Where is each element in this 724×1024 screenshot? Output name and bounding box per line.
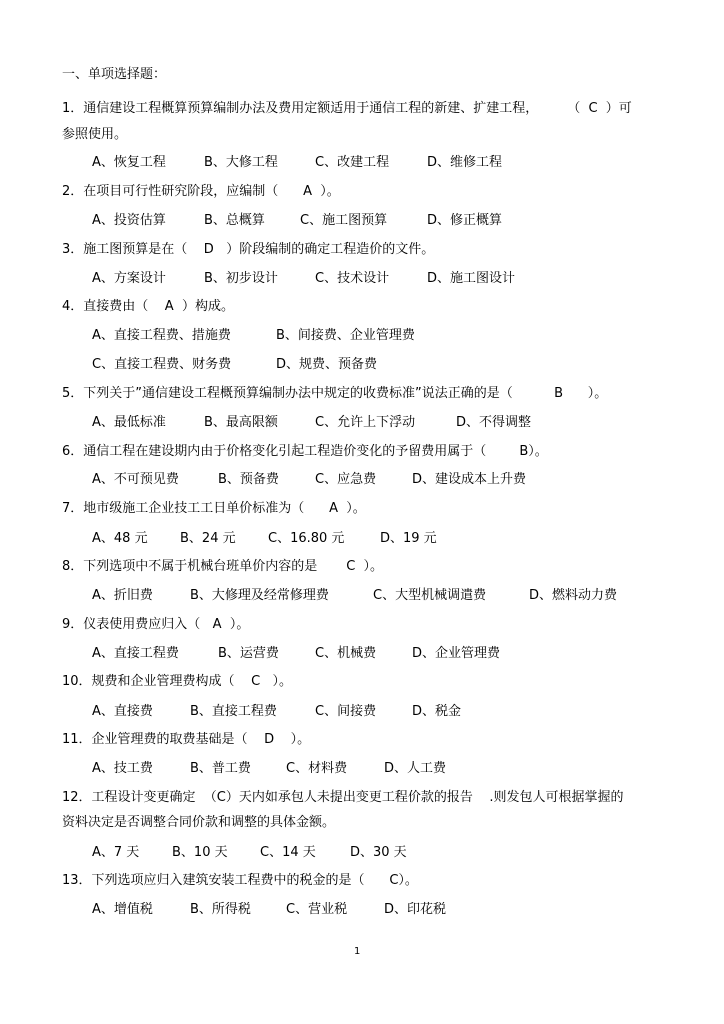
q10-option-b: B、直接工程费 — [190, 704, 277, 719]
question-10-text: 10．规费和企业管理费构成（ C ）。 — [62, 674, 293, 689]
question-5-text: 5．下列关于”通信建设工程概预算编制办法中规定的收费标准”说法正确的是（ B ）。 — [62, 386, 608, 401]
q2-option-b: B、总概算 — [204, 213, 265, 228]
q9-option-d: D、企业管理费 — [412, 646, 501, 661]
q13-option-c: C、营业税 — [286, 902, 348, 917]
q1-option-c: C、改建工程 — [315, 155, 390, 170]
q6-option-b: B、预备费 — [218, 472, 279, 487]
q1-option-d: D、维修工程 — [427, 155, 503, 170]
q1-option-a: A、恢复工程 — [92, 155, 166, 170]
q12-option-a: A、7 天 — [92, 845, 140, 860]
q8-option-d: D、燃料动力费 — [529, 588, 618, 603]
q5-option-d: D、不得调整 — [456, 415, 532, 430]
q4-option-c: C、直接工程费、财务费 — [92, 357, 232, 372]
question-3-text: 3．施工图预算是在（ D ）阶段编制的确定工程造价的文件。 — [62, 242, 435, 257]
q11-option-d: D、人工费 — [384, 761, 447, 776]
q11-option-b: B、普工费 — [190, 761, 251, 776]
q12-option-d: D、30 天 — [350, 845, 407, 860]
q6-option-d: D、建设成本上升费 — [412, 472, 527, 487]
q3-option-c: C、技术设计 — [315, 271, 390, 286]
q1-option-b: B、大修工程 — [204, 155, 278, 170]
section-title: 一、单项选择题： — [62, 67, 167, 82]
q6-option-c: C、应急费 — [315, 472, 377, 487]
q3-option-d: D、施工图设计 — [427, 271, 516, 286]
q8-option-a: A、折旧费 — [92, 588, 153, 603]
q5-option-c: C、允许上下浮动 — [315, 415, 416, 430]
q7-option-b: B、24 元 — [180, 531, 236, 546]
q7-option-c: C、16.80 元 — [268, 531, 345, 546]
q4-option-d: D、规费、预备费 — [276, 357, 378, 372]
q2-option-c: C、施工图预算 — [300, 213, 388, 228]
question-8-text: 8．下列选项中不属于机械台班单价内容的是 C ）。 — [62, 559, 384, 574]
q7-option-d: D、19 元 — [380, 531, 437, 546]
question-1-text-cont: 参照使用。 — [62, 127, 128, 142]
q13-option-d: D、印花税 — [384, 902, 447, 917]
q3-option-a: A、方案设计 — [92, 271, 166, 286]
q10-option-a: A、直接费 — [92, 704, 153, 719]
question-7-text: 7．地市级施工企业技工工日单价标准为（ A ）。 — [62, 501, 366, 516]
q9-option-a: A、直接工程费 — [92, 646, 179, 661]
q10-option-d: D、税金 — [412, 704, 462, 719]
q9-option-b: B、运营费 — [218, 646, 279, 661]
q4-option-b: B、间接费、企业管理费 — [276, 328, 415, 343]
question-1-text: 1．通信建设工程概算预算编制办法及费用定额适用于通信工程的新建、扩建工程， （ C ）可 — [62, 101, 632, 116]
question-13-text: 13．下列选项应归入建筑安装工程费中的税金的是（ C）。 — [62, 873, 418, 888]
question-2-text: 2．在项目可行性研究阶段，应编制（ A ）。 — [62, 184, 340, 199]
question-12-text: 12．工程设计变更确定 （C）天内如承包人未提出变更工程价款的报告 .则发包人可根据掌握的 — [62, 790, 624, 805]
q5-option-a: A、最低标准 — [92, 415, 166, 430]
q6-option-a: A、不可预见费 — [92, 472, 179, 487]
q13-option-a: A、增值税 — [92, 902, 153, 917]
q5-option-b: B、最高限额 — [204, 415, 278, 430]
q3-option-b: B、初步设计 — [204, 271, 278, 286]
question-9-text: 9．仪表使用费应归入（ A ）。 — [62, 617, 250, 632]
q13-option-b: B、所得税 — [190, 902, 251, 917]
q9-option-c: C、机械费 — [315, 646, 377, 661]
q10-option-c: C、间接费 — [315, 704, 377, 719]
q7-option-a: A、48 元 — [92, 531, 148, 546]
q2-option-d: D、修正概算 — [427, 213, 503, 228]
q12-option-c: C、14 天 — [260, 845, 316, 860]
q2-option-a: A、投资估算 — [92, 213, 166, 228]
question-4-text: 4．直接费由（ A ）构成。 — [62, 299, 234, 314]
q12-option-b: B、10 天 — [172, 845, 228, 860]
q4-option-a: A、直接工程费、措施费 — [92, 328, 231, 343]
q8-option-c: C、大型机械调遣费 — [373, 588, 487, 603]
q11-option-c: C、材料费 — [286, 761, 348, 776]
question-6-text: 6．通信工程在建设期内由于价格变化引起工程造价变化的予留费用属于（ B）。 — [62, 444, 548, 459]
page-number: 1 — [354, 946, 361, 957]
question-11-text: 11．企业管理费的取费基础是（ D ）。 — [62, 732, 311, 747]
q8-option-b: B、大修理及经常修理费 — [190, 588, 329, 603]
q11-option-a: A、技工费 — [92, 761, 153, 776]
question-12-text-cont: 资料决定是否调整合同价款和调整的具体金额。 — [62, 815, 336, 830]
